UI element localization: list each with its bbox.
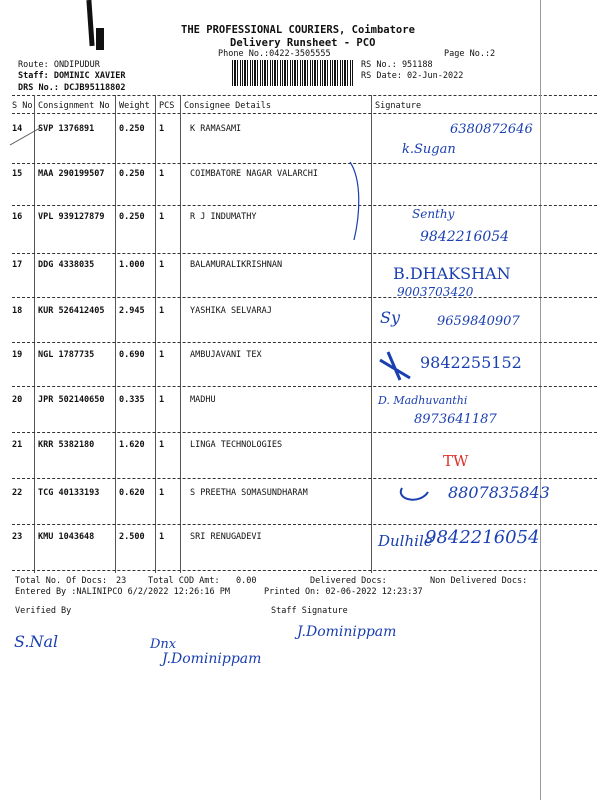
rs-date: RS Date: 02-Jun-2022 [361, 71, 464, 81]
handwritten-phone: 9659840907 [437, 314, 520, 329]
row-consignment: JPR 502140650 [38, 395, 105, 405]
phone-number: Phone No.:0422-3505555 [218, 49, 331, 59]
handwritten-signature: D. Madhuvanthi [378, 394, 468, 407]
row-consignment: SVP 1376891 [38, 124, 95, 134]
row-pcs: 1 [159, 260, 165, 270]
row-consignment: KMU 1043648 [38, 532, 95, 542]
row-weight: 1.620 [119, 440, 145, 450]
row-consignment: DDG 4338035 [38, 260, 95, 270]
handwritten-signature: Dulhile [378, 532, 433, 550]
drs-number: DRS No.: DCJB95118802 [18, 83, 126, 93]
column-header-weight: Weight [119, 101, 150, 111]
row-consignee: AMBUJAVANI TEX [190, 350, 262, 360]
handwritten-phone: 8807835843 [448, 483, 550, 502]
row-sno: 16 [12, 212, 23, 222]
row-sno: 23 [12, 532, 23, 542]
total-cod-value: 0.00 [236, 576, 257, 586]
row-weight: 2.945 [119, 306, 145, 316]
row-pcs: 1 [159, 532, 165, 542]
row-weight: 0.250 [119, 124, 145, 134]
row-consignment: TCG 40133193 [38, 488, 100, 498]
row-sno: 22 [12, 488, 23, 498]
row-weight: 0.690 [119, 350, 145, 360]
row-consignee: COIMBATORE NAGAR VALARCHI [190, 169, 318, 179]
handwritten-phone: 9842216054 [420, 229, 510, 245]
verifier-signature: S.Nal [14, 632, 59, 651]
row-consignee: MADHU [190, 395, 216, 405]
route: Route: ONDIPUDUR [18, 60, 100, 70]
verified-by-label: Verified By [15, 606, 72, 616]
row-consignee: LINGA TECHNOLOGIES [190, 440, 283, 450]
row-sno: 15 [12, 169, 23, 179]
column-header-sno: S No [12, 101, 33, 111]
row-consignee: YASHIKA SELVARAJ [190, 306, 272, 316]
row-pcs: 1 [159, 212, 165, 222]
handwritten-phone: 9842255152 [420, 353, 522, 372]
row-consignee: K RAMASAMI [190, 124, 242, 134]
handwritten-phone: 9003703420 [397, 285, 474, 299]
total-docs-value: 23 [116, 576, 127, 586]
handwritten-phone: 9842216054 [425, 527, 540, 548]
row-pcs: 1 [159, 124, 165, 134]
staff-signature: Dnx [150, 637, 177, 652]
row-sno: 14 [12, 124, 23, 134]
row-pcs: 1 [159, 488, 165, 498]
sheet-title: Delivery Runsheet - PCO [230, 37, 376, 49]
delivered-docs-label: Delivered Docs: [310, 576, 387, 586]
row-sno: 20 [12, 395, 23, 405]
total-cod-label: Total COD Amt: [148, 576, 220, 586]
printed-on: Printed On: 02-06-2022 12:23:37 [264, 587, 423, 597]
row-sno: 17 [12, 260, 23, 270]
staff-signature-label: Staff Signature [271, 606, 348, 616]
staff-name: Staff: DOMINIC XAVIER [18, 71, 126, 81]
page-number: Page No.:2 [444, 49, 496, 59]
row-consignee: SRI RENUGADEVI [190, 532, 262, 542]
row-pcs: 1 [159, 306, 165, 316]
non-delivered-docs-label: Non Delivered Docs: [430, 576, 528, 586]
row-consignment: MAA 290199507 [38, 169, 105, 179]
handwritten-signature: Senthy [412, 207, 455, 221]
staff-signature: J.Dominippam [162, 651, 262, 667]
row-consignee: R J INDUMATHY [190, 212, 257, 222]
staff-signature: J.Dominippam [297, 624, 397, 640]
row-weight: 0.250 [119, 212, 145, 222]
row-consignee: S PREETHA SOMASUNDHARAM [190, 488, 308, 498]
row-consignment: NGL 1787735 [38, 350, 95, 360]
column-header-consignee: Consignee Details [184, 101, 271, 111]
column-header-signature: Signature [375, 101, 422, 111]
row-consignment: KUR 526412405 [38, 306, 105, 316]
row-pcs: 1 [159, 440, 165, 450]
row-sno: 19 [12, 350, 23, 360]
handwritten-phone: 8973641187 [414, 412, 497, 427]
handwritten-signature: k.Sugan [402, 142, 456, 157]
handwritten-mark: TW [443, 452, 469, 470]
total-docs-label: Total No. Of Docs: [15, 576, 108, 586]
row-pcs: 1 [159, 350, 165, 360]
row-weight: 0.335 [119, 395, 145, 405]
row-weight: 2.500 [119, 532, 145, 542]
row-sno: 18 [12, 306, 23, 316]
entered-by: Entered By :NALINIPCO 6/2/2022 12:26:16 PM [15, 587, 230, 597]
row-weight: 0.250 [119, 169, 145, 179]
row-consignment: VPL 939127879 [38, 212, 105, 222]
handwritten-name: B.DHAKSHAN [393, 264, 511, 283]
row-sno: 21 [12, 440, 23, 450]
company-name: THE PROFESSIONAL COURIERS, Coimbatore [181, 24, 415, 36]
row-pcs: 1 [159, 395, 165, 405]
handwritten-signature: Sy [380, 308, 400, 327]
row-consignee: BALAMURALIKRISHNAN [190, 260, 283, 270]
row-consignment: KRR 5382180 [38, 440, 95, 450]
row-weight: 1.000 [119, 260, 145, 270]
handwritten-phone: 6380872646 [450, 122, 533, 137]
row-pcs: 1 [159, 169, 165, 179]
row-weight: 0.620 [119, 488, 145, 498]
column-header-consignment: Consignment No [38, 101, 110, 111]
rs-number: RS No.: 951188 [361, 60, 433, 70]
column-header-pcs: PCS [159, 101, 175, 111]
